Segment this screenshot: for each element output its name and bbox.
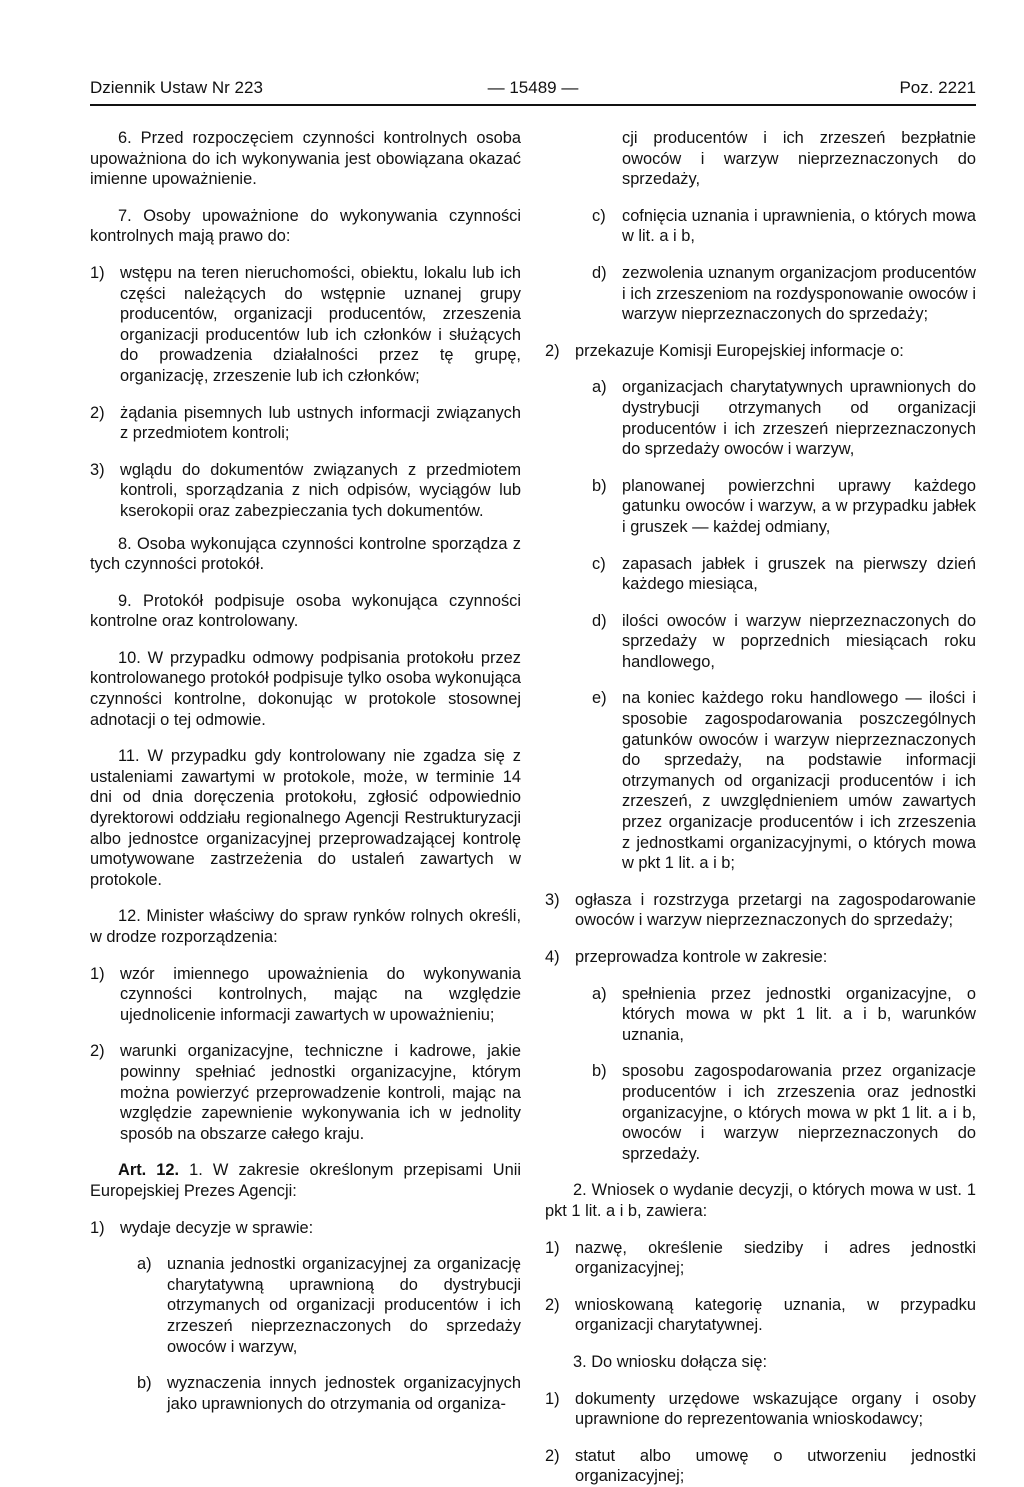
sub-item-letter: b) <box>592 476 607 495</box>
sub-item-letter: a) <box>592 378 607 397</box>
sub-item-text: ilości owoców i warzyw nieprzeznaczonych do sprzedaży w poprzednich miesiącach roku handlowego, <box>622 611 976 671</box>
sub-list-item <box>90 1373 521 1414</box>
sub-list-item-continuation <box>545 128 976 190</box>
sub-item-letter: c) <box>592 554 606 573</box>
sub-list-item <box>545 377 976 459</box>
item-text: wstępu na teren nieruchomości, obiektu, lokalu lub ich części należących do wstępnie uznanej grupy producentów, organizacji producentów, zrzeszenia organizacji producentów lub ich członków i służących do prowadzenia działalności przez tę grupę, organizację, zrzeszenie lub ich członków; <box>120 263 521 385</box>
sub-item-letter: a) <box>137 1255 152 1274</box>
item-text: żądania pisemnych lub ustnych informacji związanych z przedmiotem kontroli; <box>120 403 521 443</box>
item-text: wnioskowaną kategorię uznania, w przypadku organizacji charytatywnej. <box>575 1295 976 1335</box>
item-text: wglądu do dokumentów związanych z przedmiotem kontroli, sporządzania z nich odpisów, wyciągów lub kserokopii oraz zabezpieczania tych dokumentów. <box>120 460 521 520</box>
article-text: 1. W zakresie określonym przepisami Unii Europejskiej Prezes Agencji: <box>90 1161 521 1200</box>
item-number: 2) <box>90 403 105 422</box>
sub-item-letter: d) <box>592 611 607 630</box>
article-12-intro <box>90 1160 521 1201</box>
list-item <box>545 341 976 362</box>
sub-item-text: zapasach jabłek i gruszek na pierwszy dzień każdego miesiąca, <box>622 554 976 594</box>
sub-list-item <box>545 554 976 595</box>
sub-item-letter: d) <box>592 263 607 282</box>
item-text: warunki organizacyjne, techniczne i kadrowe, jakie powinny spełniać jednostki organizacyjne, którym można powierzyć przeprowadzenie kontroli, mając na względzie zapewnienie wykonywania ich w jednolity sposób na obszarze całego kraju. <box>120 1042 521 1143</box>
sub-list-item <box>545 476 976 538</box>
list-item <box>545 1389 976 1430</box>
item-number: 1) <box>90 964 105 983</box>
list-item <box>545 1238 976 1279</box>
item-number: 3) <box>90 460 105 479</box>
paragraph-10: 10. W przypadku odmowy podpisania protokołu przez kontrolowanego protokół podpisuje tylko osoba wykonująca czynności kontrolne, dokonując w protokole stosownej adnotacji o tej odmowie. <box>90 648 521 729</box>
sub-item-text: spełnienia przez jednostki organizacyjne, o których mowa w pkt 1 lit. a i b, warunków uznania, <box>622 984 976 1044</box>
item-number: 1) <box>545 1238 560 1257</box>
list-item <box>90 403 521 444</box>
right-column <box>545 128 976 1486</box>
paragraph-8: 8. Osoba wykonująca czynności kontrolne sporządza z tych czynności protokół. <box>90 534 521 574</box>
item-number: 1) <box>545 1389 560 1408</box>
sub-item-text: zezwolenia uznanym organizacjom producentów i ich zrzeszeniom na rozdysponowanie owoców i warzyw nieprzeznaczonych do sprzedaży; <box>622 263 976 324</box>
paragraph-11: 11. W przypadku gdy kontrolowany nie zgadza się z ustaleniami zawartymi w protokole, może, w terminie 14 dni od dnia doręczenia protokołu, zgłosić odpowiednio dyrektorowi oddziału regionalnego Agencji Restrukturyzacji albo jednostce organizacyjnej przeprowadzającej kontrolę umotywowane zastrzeżenia do ustaleń zawartych w protokole. <box>90 747 521 889</box>
page-number: — 15489 — <box>487 78 579 97</box>
item-text: przeprowadza kontrole w zakresie: <box>575 948 828 966</box>
list-item <box>90 1041 521 1144</box>
item-number: 2) <box>545 1295 560 1314</box>
sub-item-text: organizacjach charytatywnych uprawnionych do dystrybucji otrzymanych od organizacji producentów i ich zrzeszeń nieprzeznaczonych do sprzedaży owoców i warzyw, <box>622 378 976 459</box>
paragraph-2: 2. Wniosek o wydanie decyzji, o których mowa w ust. 1 pkt 1 lit. a i b, zawiera: <box>545 1181 976 1220</box>
paragraph-9: 9. Protokół podpisuje osoba wykonująca czynności kontrolne oraz kontrolowany. <box>90 591 521 631</box>
sub-item-text: cji producentów i ich zrzeszeń bezpłatnie owoców i warzyw nieprzeznaczonych do sprzedaży, <box>622 129 976 189</box>
paragraph-3: 3. Do wniosku dołącza się: <box>573 1352 768 1371</box>
sub-item-letter: b) <box>137 1374 152 1393</box>
sub-item-text: cofnięcia uznania i uprawnienia, o których mowa w lit. a i b, <box>622 206 976 246</box>
sub-item-letter: e) <box>592 689 607 708</box>
item-number: 4) <box>545 948 560 966</box>
sub-list-item <box>545 611 976 673</box>
page-header <box>90 70 976 106</box>
item-text: dokumenty urzędowe wskazujące organy i osoby uprawnione do reprezentowania wnioskodawcy; <box>575 1389 976 1429</box>
list-item <box>545 1446 976 1487</box>
sub-item-letter: a) <box>592 984 607 1003</box>
item-number: 3) <box>545 890 560 909</box>
item-text: statut albo umowę o utworzeniu jednostki organizacyjnej; <box>575 1446 976 1486</box>
list-item <box>90 263 521 387</box>
paragraph-12: 12. Minister właściwy do spraw rynków rolnych określi, w drodze rozporządzenia: <box>90 907 521 946</box>
sub-item-text: wyznaczenia innych jednostek organizacyjnych jako uprawnionych do otrzymania od organiza- <box>167 1374 521 1413</box>
position-number: Poz. 2221 <box>899 78 976 97</box>
item-text: ogłasza i rozstrzyga przetargi na zagospodarowanie owoców i warzyw nieprzeznaczonych do sprzedaży; <box>575 890 976 930</box>
sub-item-text: sposobu zagospodarowania przez organizacje producentów i ich zrzeszenia oraz jednostki organizacyjne, o których mowa w pkt 1 lit. a i b, owoców i warzyw nieprzeznaczonych do sprzedaży. <box>622 1062 976 1163</box>
sub-item-text: na koniec każdego roku handlowego — ilości i sposobie zagospodarowania poszczególnych gatunków owoców i warzyw nieprzeznaczonych do sprzedaży, na podstawie informacji otrzymanych od organizacji producentów i ich zrzeszeń, z uwzględnieniem umów zawartych przez organizacje producentów i ich zrzeszenia z jednostkami organizacyjnymi, o których mowa w pkt 1 lit. a i b; <box>622 689 976 873</box>
sub-list-item <box>545 984 976 1046</box>
sub-list-item <box>545 688 976 873</box>
left-column <box>90 128 521 1428</box>
item-text: nazwę, określenie siedziby i adres jednostki organizacyjnej; <box>575 1238 976 1278</box>
item-number: 2) <box>545 1446 560 1465</box>
sub-item-letter: c) <box>592 206 606 225</box>
item-text: przekazuje Komisji Europejskiej informacje o: <box>575 341 904 360</box>
list-item <box>90 1218 521 1239</box>
item-text: wzór imiennego upoważnienia do wykonywania czynności kontrolnych, mając na względzie ujednolicenie informacji zawartych w upoważnieniu; <box>120 964 521 1024</box>
list-item <box>90 460 521 522</box>
list-item <box>545 1295 976 1336</box>
journal-title: Dziennik Ustaw Nr 223 <box>90 78 263 97</box>
list-item <box>545 947 976 968</box>
item-number: 2) <box>90 1042 105 1061</box>
article-label: Art. 12. <box>118 1161 180 1180</box>
item-number: 1) <box>90 263 105 282</box>
sub-item-text: planowanej powierzchni uprawy każdego gatunku owoców i warzyw, a w przypadku jabłek i gruszek — każdej odmiany, <box>622 476 976 536</box>
sub-list-item <box>545 263 976 325</box>
item-number: 1) <box>90 1218 105 1237</box>
sub-list-item <box>90 1254 521 1357</box>
item-number: 2) <box>545 341 560 360</box>
paragraph-6: 6. Przed rozpoczęciem czynności kontrolnych osoba upoważniona do ich wykonywania jest obowiązana okazać imienne upoważnienie. <box>90 129 521 189</box>
paragraph-7: 7. Osoby upoważnione do wykonywania czynności kontrolnych mają prawo do: <box>90 206 521 246</box>
sub-list-item <box>545 206 976 247</box>
sub-list-item <box>545 1061 976 1164</box>
sub-item-text: uznania jednostki organizacyjnej za organizację charytatywną uprawnioną do dystrybucji otrzymanych od organizacji producentów i ich zrzeszeń nieprzeznaczonych do sprzedaży owoców i warzyw, <box>167 1255 521 1356</box>
item-text: wydaje decyzje w sprawie: <box>120 1218 314 1237</box>
list-item <box>90 964 521 1026</box>
list-item <box>545 890 976 931</box>
sub-item-letter: b) <box>592 1062 607 1081</box>
